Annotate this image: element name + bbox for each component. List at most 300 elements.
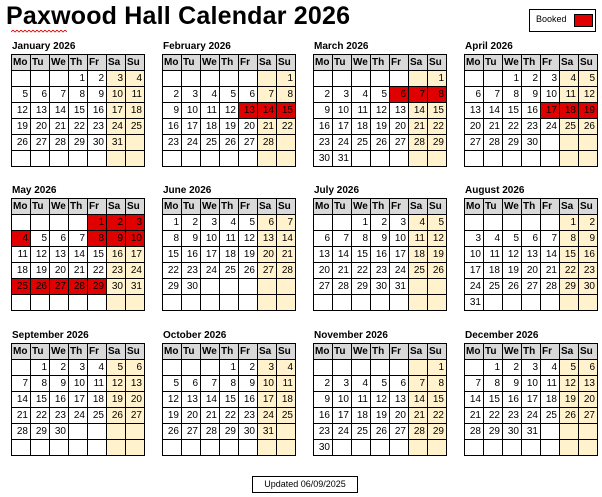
day-cell[interactable]: 24 <box>522 408 541 424</box>
day-cell[interactable]: 4 <box>560 71 579 87</box>
day-cell[interactable]: 4 <box>541 360 560 376</box>
day-cell[interactable]: 3 <box>182 87 201 103</box>
day-cell[interactable]: 22 <box>88 263 107 279</box>
day-cell[interactable]: 25 <box>541 408 560 424</box>
day-cell[interactable]: 30 <box>314 151 333 167</box>
day-cell[interactable]: 27 <box>239 135 258 151</box>
day-cell[interactable]: 29 <box>503 135 522 151</box>
day-cell[interactable]: 28 <box>409 135 428 151</box>
day-cell[interactable]: 6 <box>126 360 145 376</box>
day-cell[interactable]: 20 <box>522 263 541 279</box>
day-cell[interactable]: 6 <box>258 215 277 231</box>
day-cell[interactable]: 31 <box>126 279 145 295</box>
day-cell[interactable]: 9 <box>50 376 69 392</box>
day-cell[interactable]: 30 <box>579 279 598 295</box>
day-cell[interactable]: 4 <box>126 71 145 87</box>
day-cell[interactable]: 21 <box>258 119 277 135</box>
day-cell[interactable]: 11 <box>484 247 503 263</box>
day-cell[interactable]: 18 <box>352 119 371 135</box>
day-cell[interactable]: 30 <box>107 279 126 295</box>
day-cell[interactable]: 12 <box>579 87 598 103</box>
day-cell[interactable]: 14 <box>465 392 484 408</box>
day-cell[interactable]: 10 <box>182 103 201 119</box>
day-cell[interactable]: 17 <box>522 392 541 408</box>
day-cell[interactable]: 25 <box>201 135 220 151</box>
day-cell[interactable]: 9 <box>503 376 522 392</box>
day-cell[interactable]: 4 <box>201 87 220 103</box>
day-cell[interactable]: 23 <box>50 408 69 424</box>
day-cell[interactable]: 10 <box>258 376 277 392</box>
day-cell[interactable]: 21 <box>333 263 352 279</box>
day-cell[interactable]: 23 <box>371 263 390 279</box>
day-cell[interactable]: 29 <box>560 279 579 295</box>
day-cell[interactable]: 24 <box>126 263 145 279</box>
day-cell[interactable]: 14 <box>409 103 428 119</box>
day-cell[interactable]: 21 <box>484 119 503 135</box>
day-cell[interactable]: 18 <box>277 392 296 408</box>
day-cell[interactable]: 5 <box>579 71 598 87</box>
day-cell[interactable]: 10 <box>333 392 352 408</box>
day-cell[interactable]: 26 <box>163 424 182 440</box>
day-cell[interactable]: 30 <box>314 440 333 456</box>
day-cell[interactable]: 21 <box>409 119 428 135</box>
day-cell[interactable]: 2 <box>314 376 333 392</box>
day-cell[interactable]: 12 <box>560 376 579 392</box>
day-cell[interactable]: 14 <box>12 392 31 408</box>
day-cell[interactable]: 30 <box>522 135 541 151</box>
day-cell[interactable]: 1 <box>220 360 239 376</box>
day-cell[interactable]: 31 <box>465 295 484 311</box>
day-cell[interactable]: 22 <box>163 263 182 279</box>
day-cell[interactable]: 22 <box>503 119 522 135</box>
day-cell[interactable]: 16 <box>163 119 182 135</box>
day-cell[interactable]: 22 <box>484 408 503 424</box>
day-cell[interactable]: 30 <box>182 279 201 295</box>
day-cell[interactable]: 28 <box>409 424 428 440</box>
day-cell[interactable]: 15 <box>484 392 503 408</box>
day-cell[interactable]: 3 <box>107 71 126 87</box>
day-cell[interactable]: 10 <box>201 231 220 247</box>
day-cell[interactable]: 25 <box>409 263 428 279</box>
day-cell[interactable]: 12 <box>239 231 258 247</box>
day-cell[interactable]: 16 <box>522 103 541 119</box>
day-cell[interactable]: 21 <box>201 408 220 424</box>
day-cell[interactable]: 1 <box>163 215 182 231</box>
day-cell[interactable]: 23 <box>182 263 201 279</box>
day-cell[interactable]: 3 <box>258 360 277 376</box>
day-cell[interactable]: 22 <box>428 408 447 424</box>
day-cell[interactable]: 18 <box>541 392 560 408</box>
day-cell[interactable]: 12 <box>12 103 31 119</box>
day-cell[interactable]: 21 <box>277 247 296 263</box>
day-cell[interactable]: 5 <box>239 215 258 231</box>
day-cell[interactable]: 29 <box>163 279 182 295</box>
day-cell[interactable]: 29 <box>31 424 50 440</box>
day-cell[interactable]: 5 <box>428 215 447 231</box>
day-cell[interactable]: 25 <box>277 408 296 424</box>
day-cell[interactable]: 26 <box>12 135 31 151</box>
day-cell[interactable]: 22 <box>352 263 371 279</box>
day-cell[interactable]: 10 <box>126 231 145 247</box>
day-cell[interactable]: 1 <box>31 360 50 376</box>
day-cell[interactable]: 25 <box>126 119 145 135</box>
day-cell[interactable]: 10 <box>390 231 409 247</box>
day-cell[interactable]: 23 <box>503 408 522 424</box>
day-cell[interactable]: 28 <box>333 279 352 295</box>
day-cell[interactable]: 26 <box>560 408 579 424</box>
day-cell[interactable]: 26 <box>239 263 258 279</box>
day-cell[interactable]: 17 <box>69 392 88 408</box>
day-cell[interactable]: 30 <box>239 424 258 440</box>
day-cell[interactable]: 12 <box>31 247 50 263</box>
day-cell[interactable]: 1 <box>484 360 503 376</box>
day-cell[interactable]: 19 <box>371 119 390 135</box>
day-cell[interactable]: 7 <box>258 87 277 103</box>
day-cell[interactable]: 17 <box>333 408 352 424</box>
day-cell[interactable]: 3 <box>390 215 409 231</box>
day-cell[interactable]: 6 <box>31 87 50 103</box>
day-cell[interactable]: 17 <box>107 103 126 119</box>
day-cell[interactable]: 28 <box>12 424 31 440</box>
day-cell[interactable]: 28 <box>69 279 88 295</box>
day-cell[interactable]: 17 <box>182 119 201 135</box>
day-cell[interactable]: 9 <box>314 103 333 119</box>
day-cell[interactable]: 6 <box>239 87 258 103</box>
day-cell[interactable]: 16 <box>314 119 333 135</box>
day-cell[interactable]: 9 <box>163 103 182 119</box>
day-cell[interactable]: 17 <box>258 392 277 408</box>
day-cell[interactable]: 27 <box>31 135 50 151</box>
day-cell[interactable]: 22 <box>560 263 579 279</box>
day-cell[interactable]: 10 <box>465 247 484 263</box>
day-cell[interactable]: 11 <box>201 103 220 119</box>
day-cell[interactable]: 4 <box>12 231 31 247</box>
day-cell[interactable]: 14 <box>484 103 503 119</box>
day-cell[interactable]: 2 <box>314 87 333 103</box>
day-cell[interactable]: 11 <box>541 376 560 392</box>
day-cell[interactable]: 5 <box>12 87 31 103</box>
day-cell[interactable]: 20 <box>579 392 598 408</box>
day-cell[interactable]: 18 <box>409 247 428 263</box>
day-cell[interactable]: 17 <box>541 103 560 119</box>
day-cell[interactable]: 6 <box>390 376 409 392</box>
day-cell[interactable]: 13 <box>314 247 333 263</box>
day-cell[interactable]: 27 <box>390 135 409 151</box>
day-cell[interactable]: 6 <box>522 231 541 247</box>
day-cell[interactable]: 23 <box>314 424 333 440</box>
day-cell[interactable]: 2 <box>163 87 182 103</box>
day-cell[interactable]: 11 <box>277 376 296 392</box>
day-cell[interactable]: 1 <box>560 215 579 231</box>
day-cell[interactable]: 20 <box>126 392 145 408</box>
day-cell[interactable]: 23 <box>522 119 541 135</box>
day-cell[interactable]: 8 <box>220 376 239 392</box>
day-cell[interactable]: 18 <box>220 247 239 263</box>
day-cell[interactable]: 13 <box>522 247 541 263</box>
day-cell[interactable]: 2 <box>503 360 522 376</box>
day-cell[interactable]: 8 <box>352 231 371 247</box>
day-cell[interactable]: 8 <box>428 376 447 392</box>
day-cell[interactable]: 14 <box>69 247 88 263</box>
day-cell[interactable]: 14 <box>541 247 560 263</box>
day-cell[interactable]: 31 <box>258 424 277 440</box>
day-cell[interactable]: 20 <box>50 263 69 279</box>
day-cell[interactable]: 19 <box>220 119 239 135</box>
day-cell[interactable]: 8 <box>277 87 296 103</box>
day-cell[interactable]: 15 <box>352 247 371 263</box>
day-cell[interactable]: 6 <box>50 231 69 247</box>
day-cell[interactable]: 21 <box>50 119 69 135</box>
day-cell[interactable]: 25 <box>88 408 107 424</box>
day-cell[interactable]: 17 <box>465 263 484 279</box>
day-cell[interactable]: 3 <box>541 71 560 87</box>
day-cell[interactable]: 1 <box>503 71 522 87</box>
day-cell[interactable]: 22 <box>277 119 296 135</box>
day-cell[interactable]: 9 <box>522 87 541 103</box>
day-cell[interactable]: 28 <box>277 263 296 279</box>
day-cell[interactable]: 21 <box>465 408 484 424</box>
day-cell[interactable]: 12 <box>371 392 390 408</box>
day-cell[interactable]: 16 <box>371 247 390 263</box>
day-cell[interactable]: 13 <box>258 231 277 247</box>
day-cell[interactable]: 30 <box>88 135 107 151</box>
day-cell[interactable]: 15 <box>69 103 88 119</box>
day-cell[interactable]: 7 <box>465 376 484 392</box>
day-cell[interactable]: 4 <box>409 215 428 231</box>
day-cell[interactable]: 24 <box>107 119 126 135</box>
day-cell[interactable]: 15 <box>560 247 579 263</box>
day-cell[interactable]: 2 <box>579 215 598 231</box>
day-cell[interactable]: 27 <box>465 135 484 151</box>
day-cell[interactable]: 5 <box>503 231 522 247</box>
day-cell[interactable]: 14 <box>277 231 296 247</box>
day-cell[interactable]: 9 <box>88 87 107 103</box>
day-cell[interactable]: 9 <box>239 376 258 392</box>
day-cell[interactable]: 16 <box>579 247 598 263</box>
day-cell[interactable]: 13 <box>239 103 258 119</box>
day-cell[interactable]: 17 <box>201 247 220 263</box>
day-cell[interactable]: 21 <box>541 263 560 279</box>
day-cell[interactable]: 28 <box>258 135 277 151</box>
day-cell[interactable]: 15 <box>163 247 182 263</box>
day-cell[interactable]: 12 <box>371 103 390 119</box>
day-cell[interactable]: 1 <box>428 71 447 87</box>
day-cell[interactable]: 16 <box>182 247 201 263</box>
day-cell[interactable]: 14 <box>258 103 277 119</box>
day-cell[interactable]: 30 <box>50 424 69 440</box>
day-cell[interactable]: 7 <box>333 231 352 247</box>
day-cell[interactable]: 28 <box>201 424 220 440</box>
day-cell[interactable]: 24 <box>201 263 220 279</box>
day-cell[interactable]: 4 <box>352 376 371 392</box>
day-cell[interactable]: 4 <box>88 360 107 376</box>
day-cell[interactable]: 27 <box>126 408 145 424</box>
day-cell[interactable]: 9 <box>314 392 333 408</box>
day-cell[interactable]: 20 <box>31 119 50 135</box>
day-cell[interactable]: 2 <box>371 215 390 231</box>
day-cell[interactable]: 19 <box>428 247 447 263</box>
day-cell[interactable]: 4 <box>277 360 296 376</box>
day-cell[interactable]: 31 <box>333 151 352 167</box>
day-cell[interactable]: 20 <box>465 119 484 135</box>
day-cell[interactable]: 19 <box>31 263 50 279</box>
day-cell[interactable]: 26 <box>579 119 598 135</box>
day-cell[interactable]: 22 <box>428 119 447 135</box>
day-cell[interactable]: 31 <box>390 279 409 295</box>
day-cell[interactable]: 2 <box>182 215 201 231</box>
day-cell[interactable]: 5 <box>107 360 126 376</box>
day-cell[interactable]: 29 <box>88 279 107 295</box>
day-cell[interactable]: 7 <box>409 87 428 103</box>
day-cell[interactable]: 25 <box>352 135 371 151</box>
day-cell[interactable]: 8 <box>484 376 503 392</box>
day-cell[interactable]: 25 <box>484 279 503 295</box>
day-cell[interactable]: 16 <box>314 408 333 424</box>
day-cell[interactable]: 27 <box>390 424 409 440</box>
day-cell[interactable]: 18 <box>560 103 579 119</box>
day-cell[interactable]: 12 <box>163 392 182 408</box>
day-cell[interactable]: 27 <box>182 424 201 440</box>
day-cell[interactable]: 29 <box>484 424 503 440</box>
day-cell[interactable]: 24 <box>333 424 352 440</box>
day-cell[interactable]: 4 <box>484 231 503 247</box>
day-cell[interactable]: 19 <box>579 103 598 119</box>
day-cell[interactable]: 12 <box>503 247 522 263</box>
day-cell[interactable]: 19 <box>503 263 522 279</box>
day-cell[interactable]: 3 <box>126 215 145 231</box>
day-cell[interactable]: 11 <box>126 87 145 103</box>
day-cell[interactable]: 15 <box>428 392 447 408</box>
day-cell[interactable]: 13 <box>182 392 201 408</box>
day-cell[interactable]: 15 <box>277 103 296 119</box>
day-cell[interactable]: 10 <box>541 87 560 103</box>
day-cell[interactable]: 1 <box>69 71 88 87</box>
day-cell[interactable]: 26 <box>428 263 447 279</box>
day-cell[interactable]: 10 <box>522 376 541 392</box>
day-cell[interactable]: 2 <box>522 71 541 87</box>
day-cell[interactable]: 2 <box>50 360 69 376</box>
day-cell[interactable]: 16 <box>503 392 522 408</box>
day-cell[interactable]: 10 <box>69 376 88 392</box>
day-cell[interactable]: 7 <box>484 87 503 103</box>
day-cell[interactable]: 10 <box>333 103 352 119</box>
day-cell[interactable]: 17 <box>390 247 409 263</box>
day-cell[interactable]: 29 <box>352 279 371 295</box>
day-cell[interactable]: 24 <box>541 119 560 135</box>
day-cell[interactable]: 17 <box>333 119 352 135</box>
day-cell[interactable]: 8 <box>560 231 579 247</box>
day-cell[interactable]: 16 <box>107 247 126 263</box>
day-cell[interactable]: 13 <box>50 247 69 263</box>
day-cell[interactable]: 3 <box>522 360 541 376</box>
day-cell[interactable]: 9 <box>579 231 598 247</box>
day-cell[interactable]: 7 <box>12 376 31 392</box>
day-cell[interactable]: 3 <box>333 87 352 103</box>
day-cell[interactable]: 14 <box>333 247 352 263</box>
day-cell[interactable]: 11 <box>409 231 428 247</box>
day-cell[interactable]: 3 <box>201 215 220 231</box>
day-cell[interactable]: 24 <box>390 263 409 279</box>
day-cell[interactable]: 26 <box>371 424 390 440</box>
day-cell[interactable]: 19 <box>163 408 182 424</box>
day-cell[interactable]: 15 <box>503 103 522 119</box>
day-cell[interactable]: 14 <box>409 392 428 408</box>
day-cell[interactable]: 1 <box>428 360 447 376</box>
day-cell[interactable]: 13 <box>390 392 409 408</box>
day-cell[interactable]: 6 <box>182 376 201 392</box>
day-cell[interactable]: 19 <box>560 392 579 408</box>
day-cell[interactable]: 2 <box>107 215 126 231</box>
day-cell[interactable]: 28 <box>484 135 503 151</box>
day-cell[interactable]: 4 <box>220 215 239 231</box>
day-cell[interactable]: 8 <box>69 87 88 103</box>
day-cell[interactable]: 20 <box>390 408 409 424</box>
day-cell[interactable]: 22 <box>220 408 239 424</box>
day-cell[interactable]: 25 <box>12 279 31 295</box>
day-cell[interactable]: 11 <box>560 87 579 103</box>
day-cell[interactable]: 22 <box>69 119 88 135</box>
day-cell[interactable]: 7 <box>201 376 220 392</box>
day-cell[interactable]: 24 <box>465 279 484 295</box>
day-cell[interactable]: 5 <box>31 231 50 247</box>
day-cell[interactable]: 26 <box>107 408 126 424</box>
day-cell[interactable]: 5 <box>560 360 579 376</box>
day-cell[interactable]: 25 <box>220 263 239 279</box>
day-cell[interactable]: 28 <box>541 279 560 295</box>
day-cell[interactable]: 28 <box>50 135 69 151</box>
day-cell[interactable]: 29 <box>69 135 88 151</box>
day-cell[interactable]: 28 <box>465 424 484 440</box>
day-cell[interactable]: 24 <box>333 135 352 151</box>
day-cell[interactable]: 30 <box>503 424 522 440</box>
day-cell[interactable]: 5 <box>220 87 239 103</box>
day-cell[interactable]: 11 <box>352 103 371 119</box>
day-cell[interactable]: 31 <box>107 135 126 151</box>
day-cell[interactable]: 20 <box>182 408 201 424</box>
day-cell[interactable]: 19 <box>12 119 31 135</box>
day-cell[interactable]: 18 <box>201 119 220 135</box>
day-cell[interactable]: 15 <box>31 392 50 408</box>
day-cell[interactable]: 23 <box>239 408 258 424</box>
day-cell[interactable]: 1 <box>352 215 371 231</box>
day-cell[interactable]: 26 <box>371 135 390 151</box>
day-cell[interactable]: 13 <box>390 103 409 119</box>
day-cell[interactable]: 7 <box>277 215 296 231</box>
day-cell[interactable]: 20 <box>314 263 333 279</box>
day-cell[interactable]: 11 <box>88 376 107 392</box>
day-cell[interactable]: 13 <box>31 103 50 119</box>
day-cell[interactable]: 1 <box>277 71 296 87</box>
day-cell[interactable]: 17 <box>126 247 145 263</box>
day-cell[interactable]: 9 <box>182 231 201 247</box>
day-cell[interactable]: 13 <box>126 376 145 392</box>
day-cell[interactable]: 15 <box>428 103 447 119</box>
day-cell[interactable]: 20 <box>258 247 277 263</box>
day-cell[interactable]: 6 <box>579 360 598 376</box>
day-cell[interactable]: 27 <box>50 279 69 295</box>
day-cell[interactable]: 29 <box>428 424 447 440</box>
day-cell[interactable]: 15 <box>220 392 239 408</box>
day-cell[interactable]: 16 <box>50 392 69 408</box>
day-cell[interactable]: 1 <box>88 215 107 231</box>
day-cell[interactable]: 23 <box>107 263 126 279</box>
day-cell[interactable]: 24 <box>258 408 277 424</box>
day-cell[interactable]: 16 <box>88 103 107 119</box>
day-cell[interactable]: 23 <box>88 119 107 135</box>
day-cell[interactable]: 15 <box>88 247 107 263</box>
day-cell[interactable]: 11 <box>352 392 371 408</box>
day-cell[interactable]: 14 <box>201 392 220 408</box>
